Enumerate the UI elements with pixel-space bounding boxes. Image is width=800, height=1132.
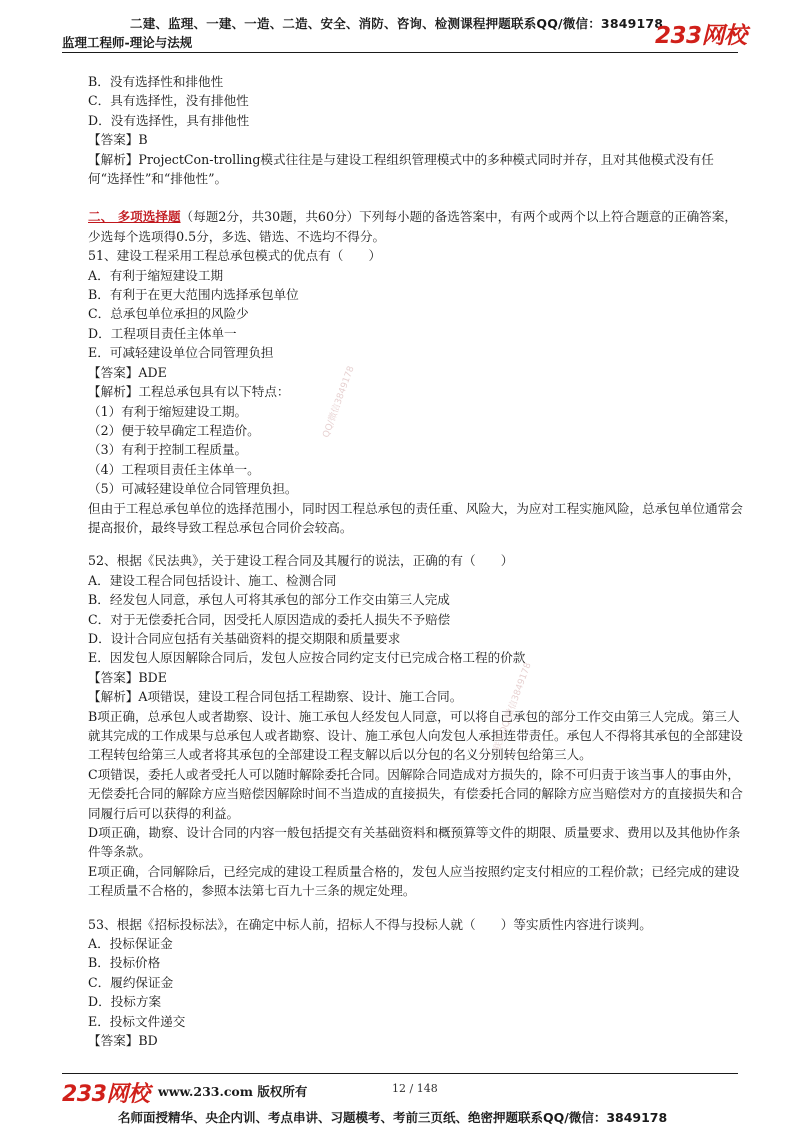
header-divider bbox=[62, 52, 738, 53]
q52-option-e: E．因发包人原因解除合同后，发包人应按合同约定支付已完成合格工程的价款 bbox=[88, 650, 526, 666]
section-description: （每题2分，共30题，共60分）下列每小题的备选答案中，有两个或两个以上符合题意的正确答案，少选每个选项得0.5分，多选、错选、不选均不得分。 bbox=[88, 209, 737, 244]
q51-answer: 【答案】ADE bbox=[88, 364, 167, 380]
option-d: D．没有选择性，具有排他性 bbox=[88, 112, 250, 128]
footer-site-copyright[interactable]: www.233.com 版权所有 bbox=[158, 1084, 308, 1099]
answer: 【答案】B bbox=[88, 132, 148, 148]
q52-analysis-a: 【解析】A项错误，建设工程合同包括工程勘察、设计、施工合同。 bbox=[88, 689, 463, 705]
header-top-line: 二建、监理、一建、一造、二造、安全、消防、咨询、检测课程押题联系QQ/微信：3849178 bbox=[130, 16, 664, 31]
page-number: 12 / 148 bbox=[392, 1082, 438, 1095]
q52-analysis-c: C项错误，委托人或者受托人可以随时解除委托合同。因解除合同造成对方损失的，除不可归责于该当事人的事由外，无偿委托合同的解除方应当赔偿因解除时间不当造成的直接损失，有偿委托合同的解除方应当赔偿对方的直接损失和合同履行后可以获得的利益。 bbox=[88, 766, 743, 821]
section-heading bbox=[88, 207, 744, 246]
q51-option-a: A．有利于缩短建设工期 bbox=[88, 267, 224, 283]
watermark-1: QQ/微信3849178 bbox=[321, 364, 357, 440]
q52-analysis-b: B项正确，总承包人或者勘察、设计、施工承包人经发包人同意，可以将自己承包的部分工作交由第三人完成。第三人就其完成的工作成果与总承包人或者勘察、设计、施工承包人向发包人承担连带责任。承包人不得将其承包的全部建设工程转包给第三人或者将其承包的全部建设工程支解以后以分包的名义分别转包给第三人。 bbox=[88, 708, 743, 763]
q51-option-d: D．工程项目责任主体单一 bbox=[88, 325, 237, 341]
q51-option-c: C．总承包单位承担的风险少 bbox=[88, 306, 249, 322]
q52-answer: 【答案】BDE bbox=[88, 669, 167, 685]
section-title: 二、 多项选择题 bbox=[88, 209, 181, 225]
document-body bbox=[88, 72, 744, 1051]
q53-option-e: E．投标文件递交 bbox=[88, 1013, 186, 1029]
q52-option-b: B．经发包人同意，承包人可将其承包的部分工作交由第三人完成 bbox=[88, 592, 450, 608]
q53-option-b: B．投标价格 bbox=[88, 955, 161, 971]
option-b: B．没有选择性和排他性 bbox=[88, 74, 224, 89]
q51-stem: 51、建设工程采用工程总承包模式的优点有（ ） bbox=[88, 248, 382, 264]
q51-analysis-intro: 【解析】工程总承包具有以下特点： bbox=[88, 384, 290, 400]
brand-logo[interactable]: 233网校 bbox=[655, 23, 747, 49]
q52-analysis-e: E项正确，合同解除后，已经完成的建设工程质量合格的，发包人应当按照约定支付相应的工程价款；已经完成的建设工程质量不合格的，参照本法第七百九十三条的规定处理。 bbox=[88, 863, 740, 899]
q51-analysis-note: 但由于工程总承包单位的选择范围小，同时因工程总承包的责任重、风险大，为应对工程实施风险，总承包单位通常会提高报价，最终导致工程总承包合同价会较高。 bbox=[88, 500, 743, 535]
footer-bottom-line: 名师面授精华、央企内训、考点串讲、习题模考、考前三页纸、绝密押题联系QQ/微信：3849178 bbox=[118, 1110, 668, 1125]
footer-divider bbox=[62, 1073, 738, 1074]
q51-point-4: （4）工程项目责任主体单一。 bbox=[88, 461, 260, 477]
q51-option-e: E．可减轻建设单位合同管理负担 bbox=[88, 345, 274, 361]
q52-option-a: A．建设工程合同包括设计、施工、检测合同 bbox=[88, 572, 337, 588]
q53-option-d: D．投标方案 bbox=[88, 994, 162, 1010]
q52-option-c: C．对于无偿委托合同，因受托人原因造成的委托人损失不予赔偿 bbox=[88, 611, 451, 627]
q53-option-c: C．履约保证金 bbox=[88, 974, 174, 990]
q51-option-b: B．有利于在更大范围内选择承包单位 bbox=[88, 287, 299, 303]
q52-stem: 52、根据《民法典》，关于建设工程合同及其履行的说法，正确的有（ ） bbox=[88, 553, 514, 569]
q51-point-2: （2）便于较早确定工程造价。 bbox=[88, 422, 260, 438]
q53-answer: 【答案】BD bbox=[88, 1033, 158, 1049]
q52-analysis-d: D项正确，勘察、设计合同的内容一般包括提交有关基础资料和概预算等文件的期限、质量要求、费用以及其他协作条件等条款。 bbox=[88, 825, 741, 860]
analysis: 【解析】ProjectCon-trolling模式往往是与建设工程组织管理模式中的多种模式同时并存，且对其他模式没有任何“选择性”和“排他性”。 bbox=[88, 151, 714, 187]
q53-option-a: A．投标保证金 bbox=[88, 936, 173, 952]
footer-logo[interactable]: 233网校 bbox=[62, 1082, 150, 1107]
option-c: C．具有选择性，没有排他性 bbox=[88, 93, 249, 109]
q51-point-1: （1）有利于缩短建设工期。 bbox=[88, 403, 248, 419]
q51-point-5: （5）可减轻建设单位合同管理负担。 bbox=[88, 481, 298, 497]
q53-stem: 53、根据《招标投标法》，在确定中标人前，招标人不得与投标人就（ ）等实质性内容进行谈判。 bbox=[88, 916, 652, 932]
q51-point-3: （3）有利于控制工程质量。 bbox=[88, 442, 248, 458]
q52-option-d: D．设计合同应包括有关基础资料的提交期限和质量要求 bbox=[88, 630, 401, 646]
watermark-2: 联系QQ/微信3849178 bbox=[492, 661, 534, 753]
header-subtitle: 监理工程师-理论与法规 bbox=[62, 35, 193, 50]
